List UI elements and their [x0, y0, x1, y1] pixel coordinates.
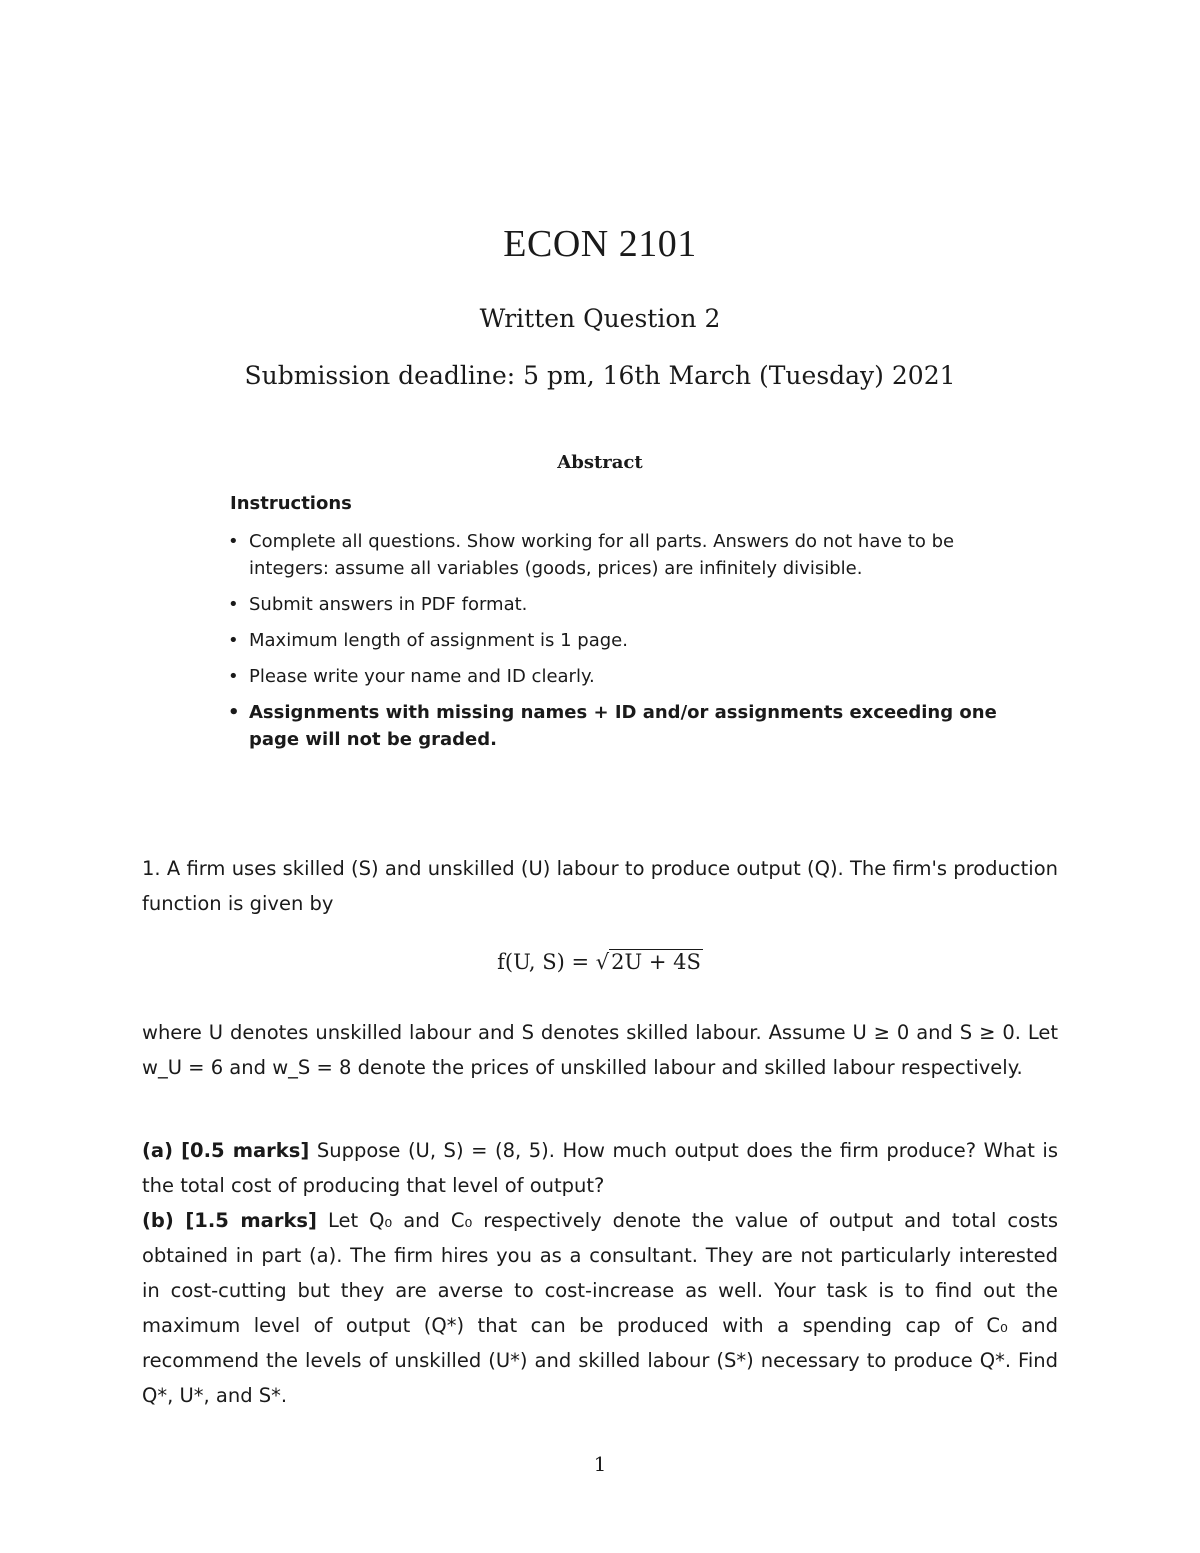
- part-b: [142, 1203, 1058, 1413]
- instructions-heading: Instructions: [230, 493, 352, 514]
- part-a: [142, 1133, 1058, 1203]
- part-a-label: (a) [0.5 marks]: [142, 1139, 310, 1162]
- list-item: [228, 528, 1018, 582]
- instruction-text: Please write your name and ID clearly.: [249, 666, 595, 687]
- instruction-text: Maximum length of assignment is 1 page.: [249, 630, 628, 651]
- bullet-icon: •: [228, 702, 240, 723]
- submission-deadline: Submission deadline: 5 pm, 16th March (Tuesday) 2021: [244, 361, 956, 390]
- formula-lhs: f(U, S) =: [497, 950, 596, 974]
- part-b-label: (b) [1.5 marks]: [142, 1209, 317, 1232]
- formula-radicand: 2U + 4S: [611, 950, 701, 974]
- question-1-parts: [142, 1133, 1058, 1413]
- page-number: 1: [593, 1452, 607, 1476]
- instruction-text: Assignments with missing names + ID and/or assignments exceeding one page will not be graded.: [249, 702, 997, 750]
- part-a-text: Suppose (U, S) = (8, 5). How much output does the firm produce? What is the total cost of producing that level of output?: [142, 1139, 1058, 1197]
- question-1-intro: 1. A firm uses skilled (S) and unskilled (U) labour to produce output (Q). The firm's production function is given by: [142, 857, 1058, 915]
- question-1-definitions: where U denotes unskilled labour and S denotes skilled labour. Assume U ≥ 0 and S ≥ 0. Let w_U = 6 and w_S = 8 denote the prices of unskilled labour and skilled labour respectively.: [142, 1021, 1058, 1079]
- list-item: [228, 591, 1018, 618]
- list-item: [228, 699, 1018, 753]
- bullet-icon: •: [228, 666, 239, 687]
- instruction-text: Complete all questions. Show working for all parts. Answers do not have to be integers: assume all variables (goods, prices) are infinitely divisible.: [249, 531, 955, 579]
- sqrt-icon: √: [595, 950, 610, 974]
- bullet-icon: •: [228, 531, 239, 552]
- page-title: ECON 2101: [503, 223, 697, 265]
- part-b-text: Let Q₀ and C₀ respectively denote the value of output and total costs obtained in part (a). The firm hires you as a consultant. They are not particularly interested in cost-cutting but they are averse to cost-increase as well. Your task is to find out the maximum level of output (Q*) that can be produced with a spending cap of C₀ and recommend the levels of unskilled (U*) and skilled labour (S*) necessary to produce Q*. Find Q*, U*, and S*.: [142, 1209, 1059, 1407]
- list-item: [228, 627, 1018, 654]
- bullet-icon: •: [228, 630, 239, 651]
- abstract-heading: Abstract: [557, 452, 643, 473]
- bullet-icon: •: [228, 594, 239, 615]
- instructions-list: [228, 528, 1018, 762]
- production-function-formula: [0, 950, 1200, 974]
- list-item: [228, 663, 1018, 690]
- page-subtitle: Written Question 2: [479, 304, 721, 333]
- instruction-text: Submit answers in PDF format.: [249, 594, 528, 615]
